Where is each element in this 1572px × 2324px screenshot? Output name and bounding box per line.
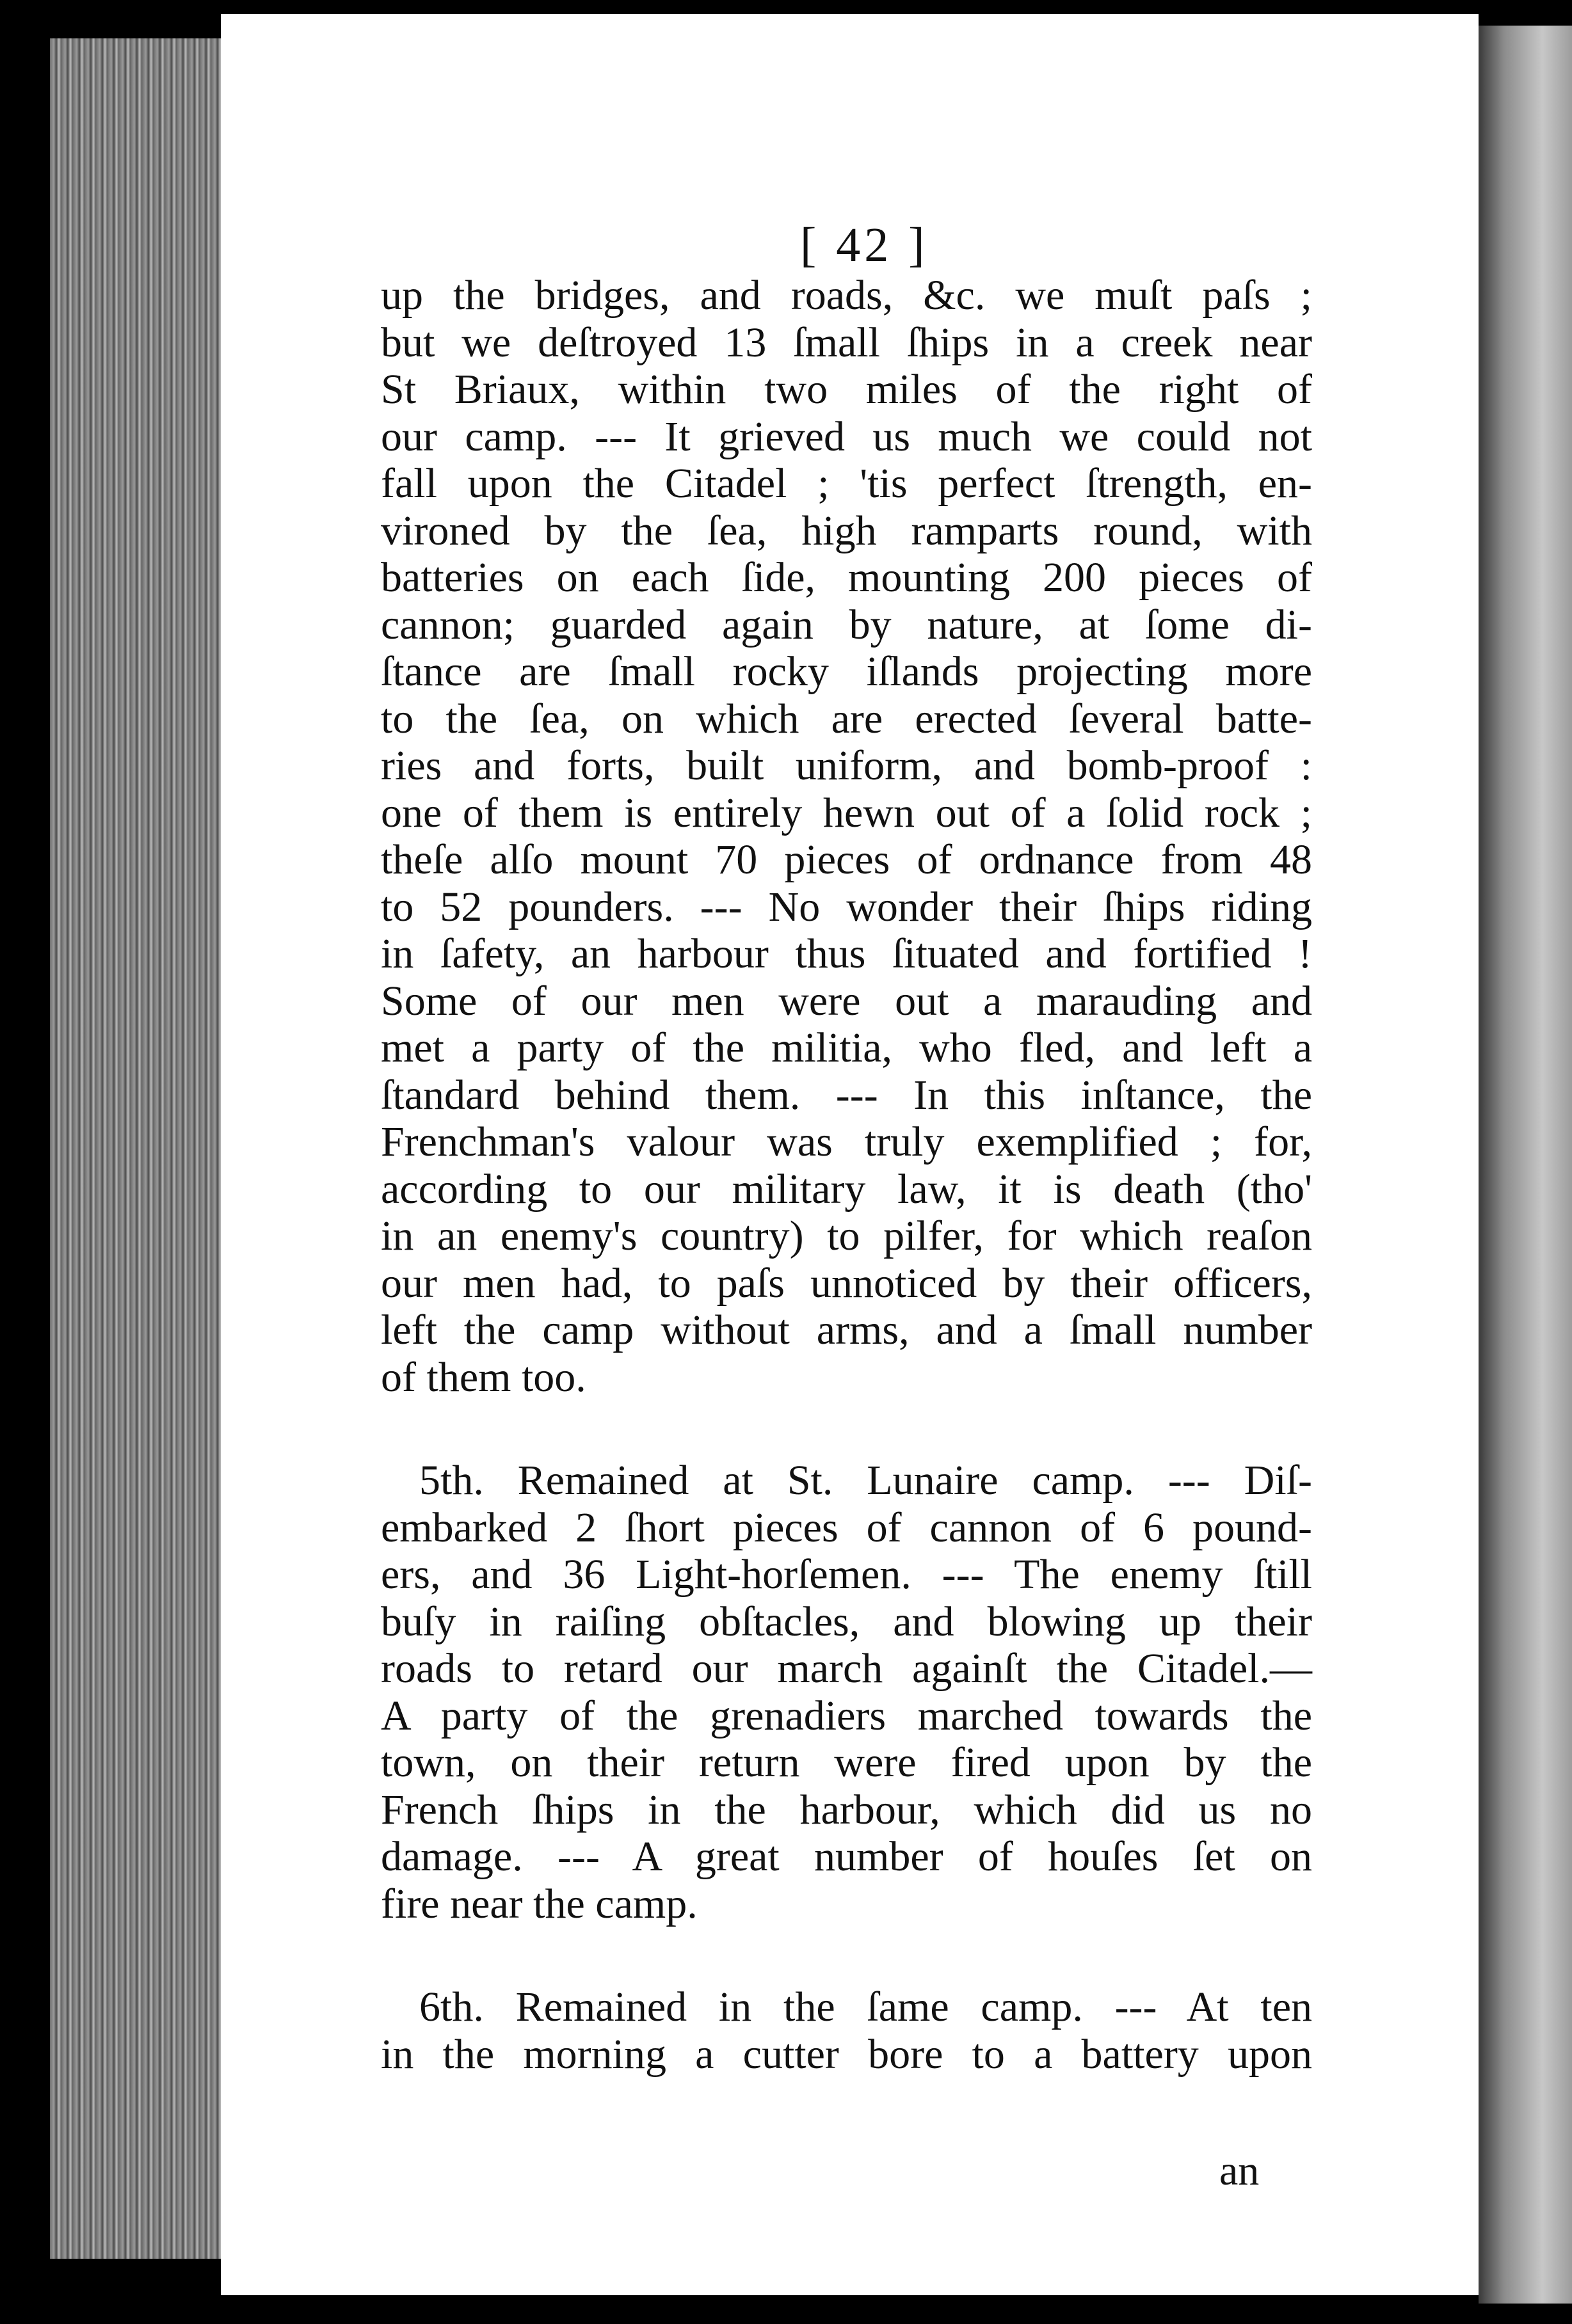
page-number: [ 42 ] bbox=[800, 218, 929, 272]
text-line: fall upon the Citadel ; 'tis perfect ſtrength, en- bbox=[381, 460, 1312, 507]
text-line: Frenchman's valour was truly exemplified ; for, bbox=[381, 1118, 1312, 1165]
text-line: ſtance are ſmall rocky iſlands projecting more bbox=[381, 648, 1312, 695]
text-line: A party of the grenadiers marched towards the bbox=[381, 1692, 1312, 1739]
text-line: French ſhips in the harbour, which did us no bbox=[381, 1786, 1312, 1833]
text-line: according to our military law, it is death (tho' bbox=[381, 1165, 1312, 1213]
text-line: ries and forts, built uniform, and bomb-proof : bbox=[381, 742, 1312, 789]
text-line: batteries on each ſide, mounting 200 pieces of bbox=[381, 554, 1312, 601]
text-line: but we deſtroyed 13 ſmall ſhips in a creek near bbox=[381, 319, 1312, 366]
paragraph-2 bbox=[381, 1457, 1312, 1927]
text-line: of them too. bbox=[381, 1353, 586, 1401]
text-line: Some of our men were out a marauding and bbox=[381, 977, 1312, 1024]
text-line: buſy in raiſing obſtacles, and blowing up their bbox=[381, 1598, 1312, 1645]
paragraph-3 bbox=[381, 1984, 1312, 2078]
text-line: one of them is entirely hewn out of a ſolid rock ; bbox=[381, 789, 1312, 836]
text-line: 5th. Remained at St. Lunaire camp. --- Diſ- bbox=[419, 1457, 1312, 1504]
paragraph-gap bbox=[381, 1927, 1312, 1984]
paragraph-gap bbox=[381, 1401, 1312, 1457]
page-block-edges bbox=[50, 38, 223, 2259]
text-line: St Briaux, within two miles of the right of bbox=[381, 366, 1312, 413]
text-line: in the morning a cutter bore to a battery upon bbox=[381, 2030, 1312, 2078]
text-line: town, on their return were fired upon by the bbox=[381, 1739, 1312, 1786]
catchword: an bbox=[1219, 2147, 1260, 2194]
text-line: in ſafety, an harbour thus ſituated and fortified ! bbox=[381, 930, 1312, 977]
text-line: fire near the camp. bbox=[381, 1880, 698, 1927]
text-line: our men had, to paſs unnoticed by their officers, bbox=[381, 1259, 1312, 1307]
text-line: in an enemy's country) to pilfer, for which reaſon bbox=[381, 1213, 1312, 1259]
body-text bbox=[381, 272, 1312, 2078]
text-line: met a party of the militia, who fled, and left a bbox=[381, 1024, 1312, 1071]
text-line: 6th. Remained in the ſame camp. --- At ten bbox=[419, 1984, 1312, 2030]
text-line: damage. --- A great number of houſes ſet on bbox=[381, 1833, 1312, 1880]
facing-page-shadow bbox=[1479, 26, 1572, 2304]
text-line: left the camp without arms, and a ſmall number bbox=[381, 1307, 1312, 1353]
text-line: to 52 pounders. --- No wonder their ſhips riding bbox=[381, 883, 1312, 930]
paragraph-1 bbox=[381, 272, 1312, 1401]
text-line: to the ſea, on which are erected ſeveral batte- bbox=[381, 695, 1312, 742]
text-line: ſtandard behind them. --- In this inſtance, the bbox=[381, 1071, 1312, 1118]
text-line: ers, and 36 Light-horſemen. --- The enemy ſtill bbox=[381, 1551, 1312, 1598]
text-line: roads to retard our march againſt the Citadel.— bbox=[381, 1645, 1312, 1692]
text-line: theſe alſo mount 70 pieces of ordnance from 48 bbox=[381, 836, 1312, 883]
text-line: embarked 2 ſhort pieces of cannon of 6 pound- bbox=[381, 1504, 1312, 1551]
text-line: our camp. --- It grieved us much we could not bbox=[381, 413, 1312, 460]
text-line: up the bridges, and roads, &c. we muſt paſs ; bbox=[381, 272, 1312, 319]
text-line: cannon; guarded again by nature, at ſome di- bbox=[381, 601, 1312, 648]
text-line: vironed by the ſea, high ramparts round, with bbox=[381, 507, 1312, 554]
